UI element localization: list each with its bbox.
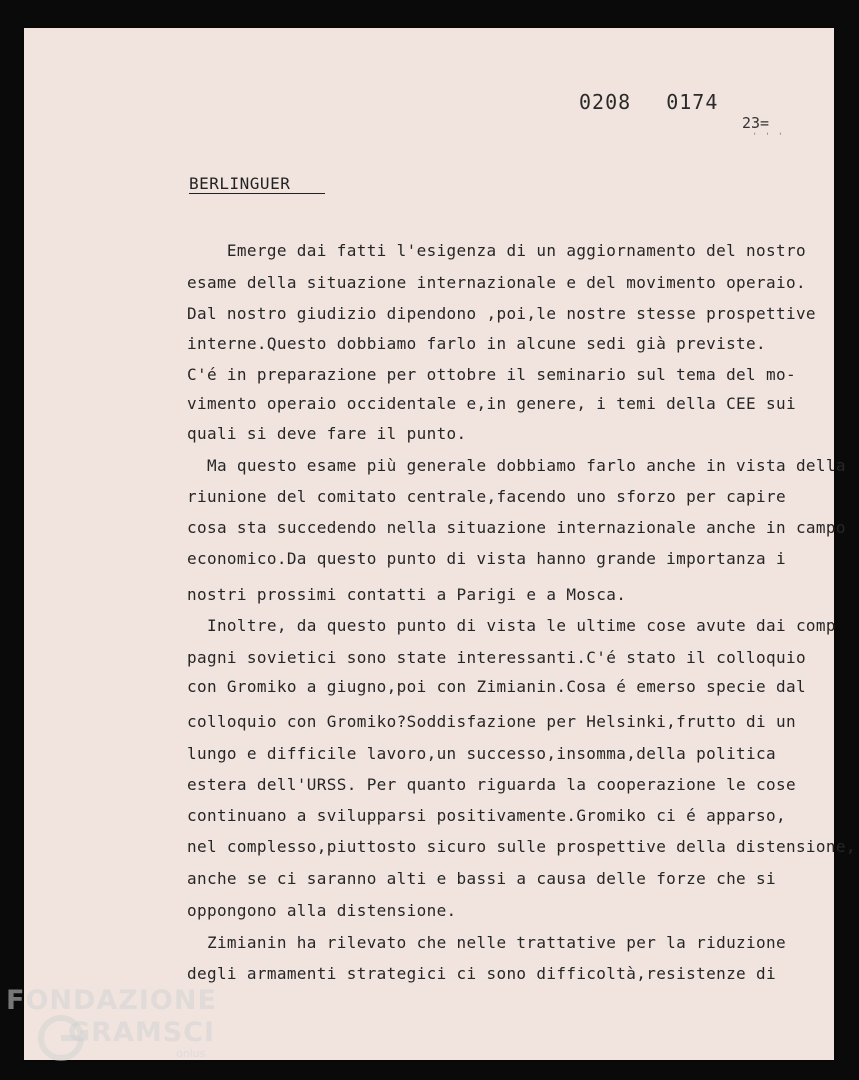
- watermark-line1: FONDAZIONE: [6, 985, 217, 1016]
- text-line: con Gromiko a giugno,poi con Zimianin.Cosa é emerso specie dal: [187, 677, 806, 696]
- watermark-line2: GRAMSCI: [68, 1017, 216, 1048]
- text-line: pagni sovietici sono state interessanti.C'é stato il colloquio: [187, 648, 806, 667]
- text-line: lungo e difficile lavoro,un successo,insomma,della politica: [187, 744, 776, 763]
- text-line: nel complesso,piuttosto sicuro sulle prospettive della distensione,: [187, 837, 856, 856]
- speaker-underline: [189, 193, 325, 194]
- text-line: estera dell'URSS. Per quanto riguarda la cooperazione le cose: [187, 775, 796, 794]
- text-line: Inoltre, da questo punto di vista le ultime cose avute dai comp: [187, 616, 836, 635]
- text-line: anche se ci saranno alti e bassi a causa delle forze che si: [187, 869, 776, 888]
- watermark-logo: [6, 985, 216, 1075]
- text-line: nostri prossimi contatti a Parigi e a Mosca.: [187, 585, 627, 604]
- page-number: 23=: [742, 114, 770, 132]
- text-line: quali si deve fare il punto.: [187, 424, 467, 443]
- watermark-suffix: onlus: [176, 1047, 206, 1060]
- text-line: interne.Questo dobbiamo farlo in alcune sedi già previste.: [187, 334, 767, 353]
- text-line: cosa sta succedendo nella situazione internazionale anche in campo: [187, 518, 846, 537]
- text-line: continuano a svilupparsi positivamente.Gromiko ci é apparso,: [187, 806, 786, 825]
- text-line: oppongono alla distensione.: [187, 901, 457, 920]
- archive-code: 0208 0174: [579, 90, 719, 114]
- text-line: riunione del comitato centrale,facendo uno sforzo per capire: [187, 487, 786, 506]
- page-number-marks: ' ' ': [752, 132, 785, 142]
- speaker-heading: BERLINGUER: [189, 174, 291, 193]
- text-line: vimento operaio occidentale e,in genere, i temi della CEE sui: [187, 394, 796, 413]
- text-line: Emerge dai fatti l'esigenza di un aggiornamento del nostro: [187, 241, 806, 260]
- text-line: economico.Da questo punto di vista hanno grande importanza i: [187, 549, 786, 568]
- text-line: colloquio con Gromiko?Soddisfazione per Helsinki,frutto di un: [187, 712, 796, 731]
- text-line: Zimianin ha rilevato che nelle trattative per la riduzione: [187, 933, 786, 952]
- text-line: degli armamenti strategici ci sono difficoltà,resistenze di: [187, 964, 776, 983]
- text-line: Dal nostro giudizio dipendono ,poi,le nostre stesse prospettive: [187, 304, 816, 323]
- text-line: esame della situazione internazionale e del movimento operaio.: [187, 273, 806, 292]
- text-line: C'é in preparazione per ottobre il seminario sul tema del mo-: [187, 365, 796, 384]
- document-page: [24, 28, 856, 1060]
- text-line: Ma questo esame più generale dobbiamo farlo anche in vista della: [187, 456, 846, 475]
